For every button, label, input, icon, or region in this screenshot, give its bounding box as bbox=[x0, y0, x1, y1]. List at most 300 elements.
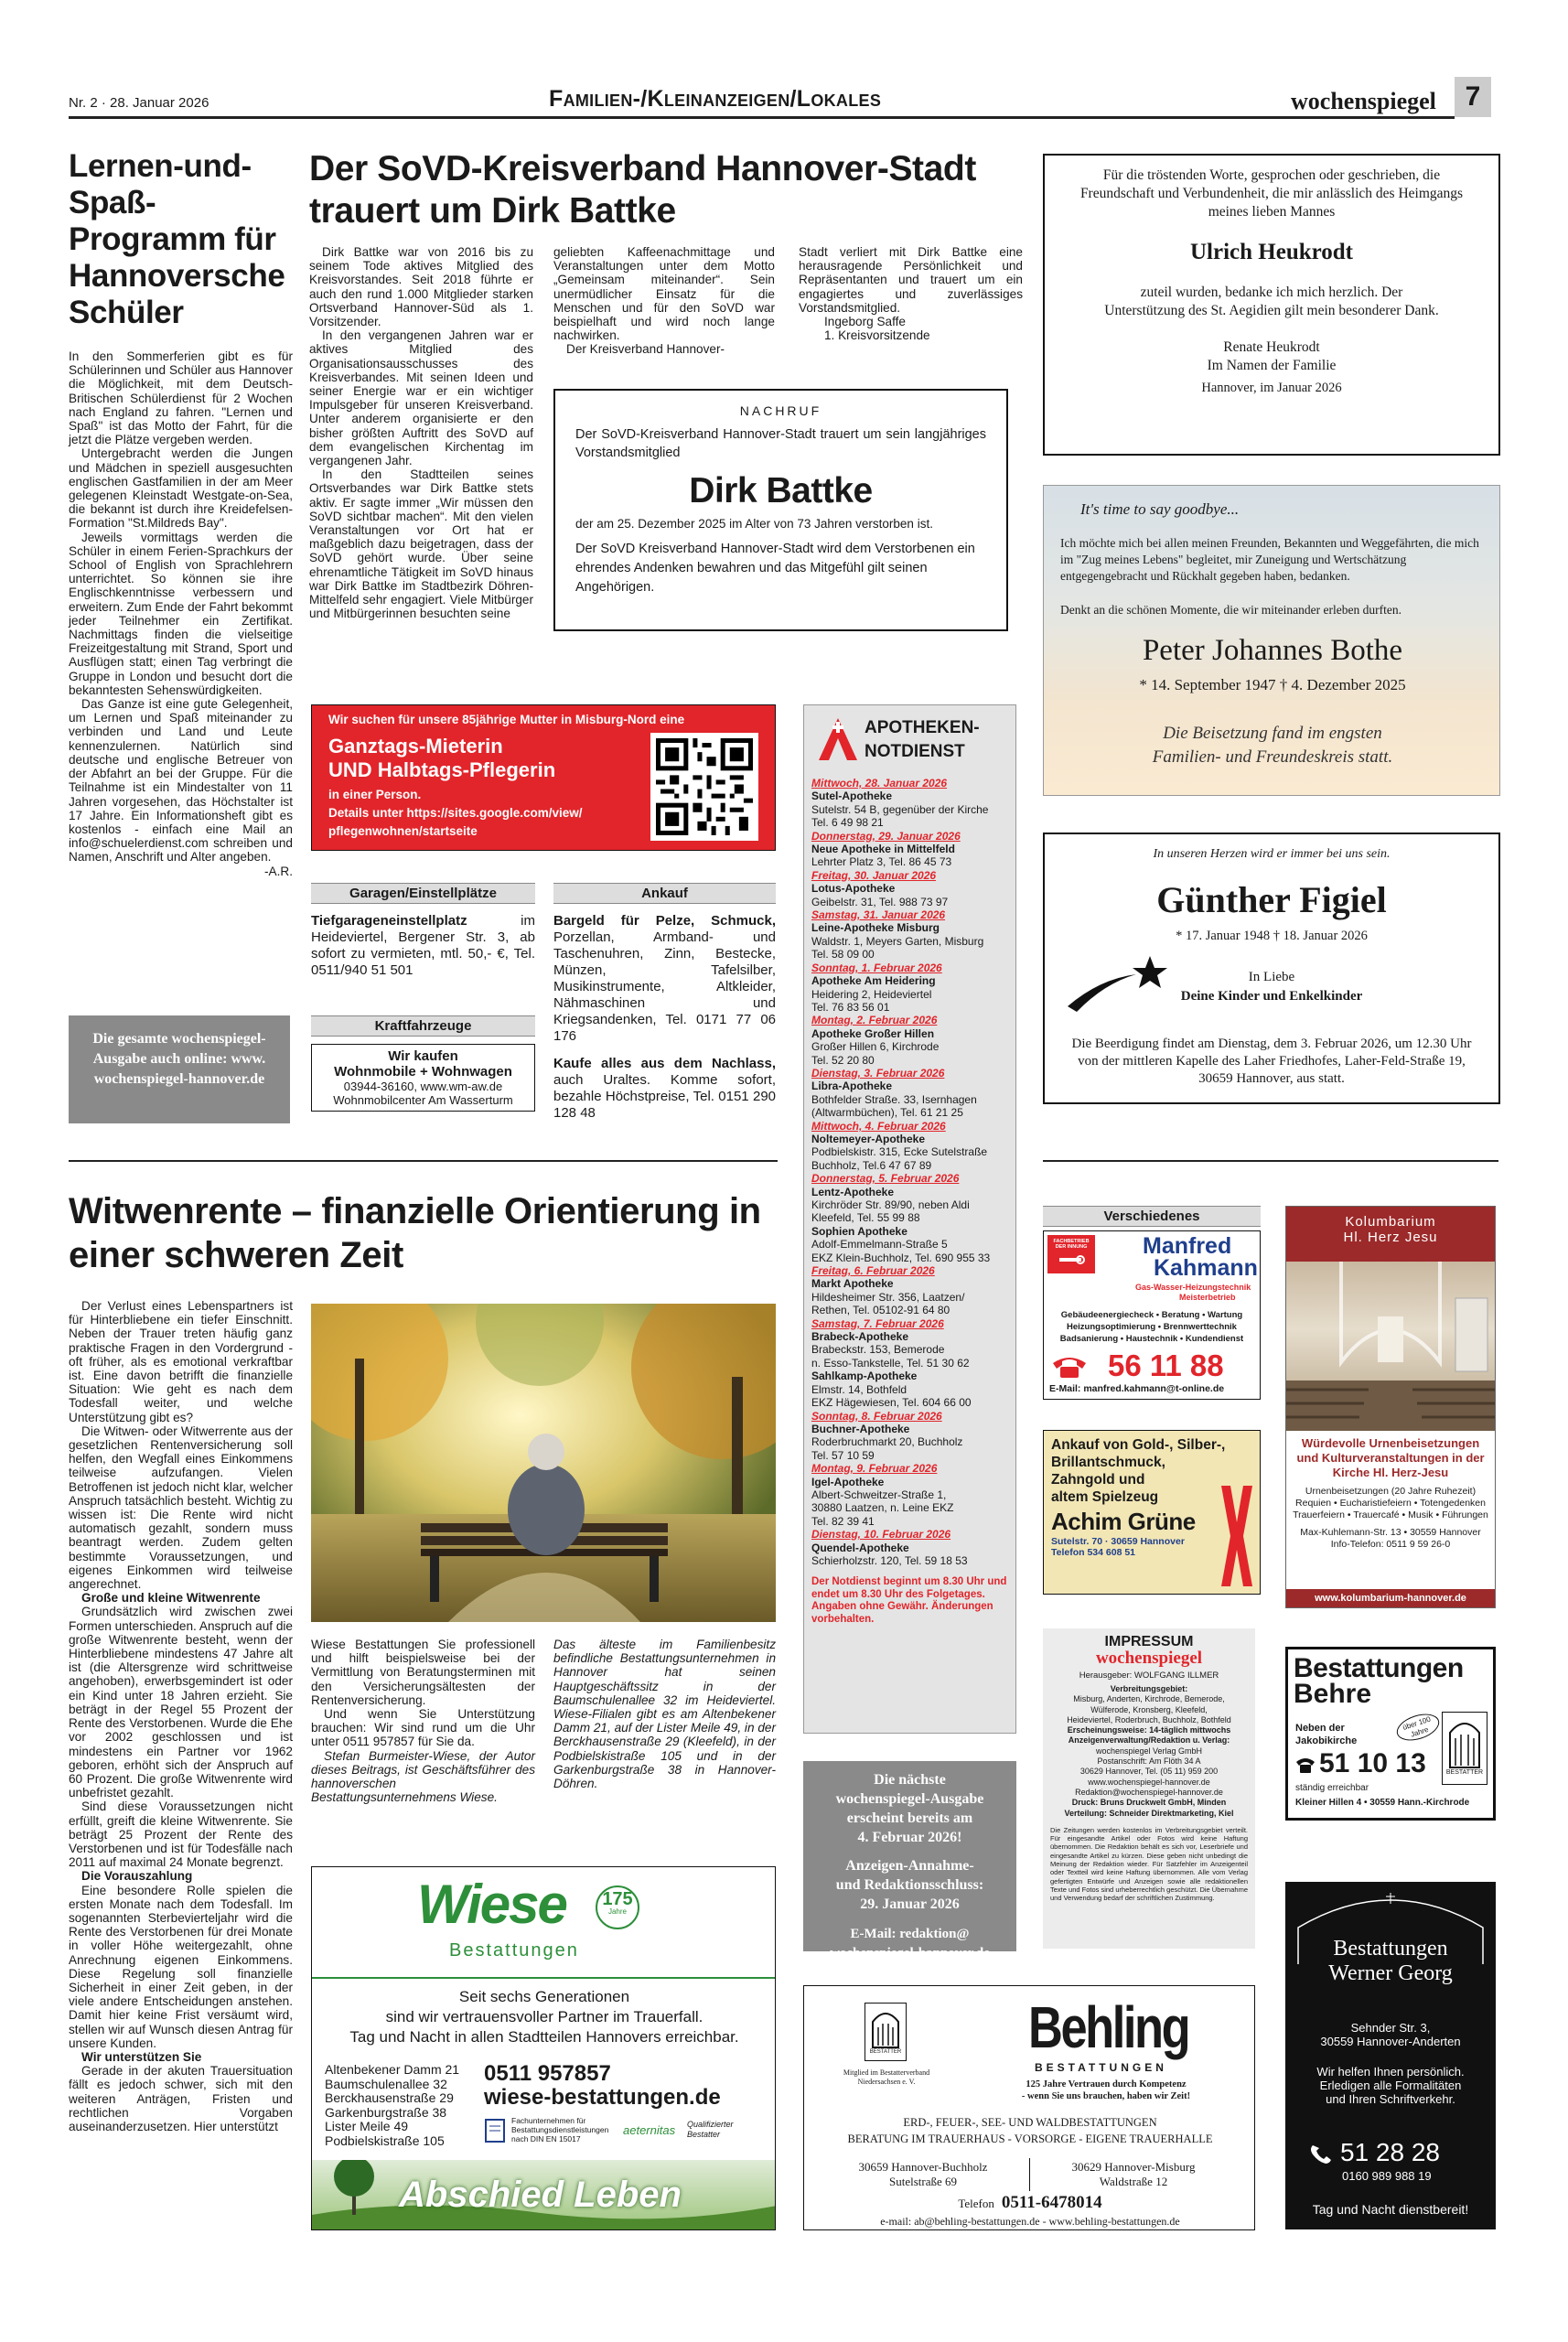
paragraph: Und wenn Sie Unterstützung brauchen: Wir sind rund um die Uhr unter 0511 957857 für Sie da. bbox=[311, 1707, 535, 1749]
impressum-line: Heideviertel, Roderbruch, Buchholz, Bothfeld bbox=[1067, 1714, 1231, 1724]
apotheke-name: Libra-Apotheke bbox=[811, 1080, 893, 1093]
kolumbarium-url[interactable]: www.kolumbarium-hannover.de bbox=[1286, 1589, 1495, 1607]
heukrodt-sign1: Renate Heukrodt bbox=[1223, 339, 1320, 355]
apotheke-entry bbox=[811, 962, 1008, 1015]
georg-text3: und Ihren Schriftverkehr. bbox=[1326, 2092, 1455, 2106]
apotheke-date: Montag, 9. Februar 2026 bbox=[811, 1462, 938, 1476]
garagen-text: im Heideviertel, Bergener Str. 3, ab sofort zu vermieten, mtl. 50,- €, Tel. 0511/940 51 501 bbox=[311, 913, 535, 978]
behre-since: über 100 Jahre bbox=[1393, 1709, 1443, 1746]
kolumbarium-title1: Kolumbarium bbox=[1345, 1214, 1436, 1230]
behre-reach: ständig erreichbar bbox=[1295, 1783, 1369, 1793]
impressum-line: Redaktion@wochenspiegel-hannover.de bbox=[1075, 1787, 1223, 1797]
wrench-icon bbox=[1058, 1252, 1085, 1268]
apotheke-name: Apotheke Am Heidering bbox=[811, 974, 936, 988]
apotheke-address: Elmstr. 14, Bothfeld bbox=[811, 1382, 908, 1396]
wiese-t1: Seit sechs Generationen bbox=[458, 1988, 630, 2005]
sovd-col3 bbox=[799, 245, 1023, 342]
behling-phone[interactable]: 0511-6478014 bbox=[1001, 2193, 1102, 2212]
nachruf-text: Der SoVD Kreisverband Hannover-Stadt wird dem Verstorbenen ein ehrendes Andenken bewahren und das Mitgefühl gilt seinen Angehörigen. bbox=[575, 542, 975, 595]
wiese-ad bbox=[311, 1866, 776, 2230]
apotheke-name: Brabeck-Apotheke bbox=[811, 1330, 909, 1344]
witwe-col3 bbox=[553, 1638, 776, 1790]
georg-phone[interactable]: 51 28 28 bbox=[1340, 2138, 1440, 2166]
apotheke-date: Montag, 2. Februar 2026 bbox=[811, 1014, 938, 1027]
apotheke-name: Lotus-Apotheke bbox=[811, 882, 896, 896]
apotheken-header bbox=[811, 711, 1008, 777]
wiese-footer bbox=[312, 2160, 776, 2230]
apotheke-date: Freitag, 30. Januar 2026 bbox=[811, 868, 937, 882]
wiese-jahre: Jahre bbox=[607, 1907, 627, 1916]
apotheke-date: Samstag, 7. Februar 2026 bbox=[811, 1316, 944, 1330]
apotheke-entry bbox=[811, 1264, 1008, 1317]
apotheke-name: Sutel-Apotheke bbox=[811, 790, 893, 803]
apotheke-entry bbox=[811, 1067, 1008, 1120]
apotheke-entry bbox=[811, 777, 1008, 830]
apotheke-name: Quendel-Apotheke bbox=[811, 1541, 909, 1554]
georg-title2: Werner Georg bbox=[1328, 1961, 1453, 1985]
next-issue-box bbox=[803, 1761, 1016, 1961]
apotheke-address: Tel. 58 09 00 bbox=[811, 948, 875, 962]
apotheke-address: Tel. 76 83 56 01 bbox=[811, 1000, 890, 1014]
kahmann-badge bbox=[1047, 1235, 1095, 1273]
impressum-line: wochenspiegel Verlag GmbH bbox=[1095, 1746, 1203, 1756]
behre-neben1: Neben der bbox=[1295, 1723, 1345, 1734]
apotheken-note: Der Notdienst beginnt um 8.30 Uhr und endet um 8.30 Uhr des Folgetages. Angaben ohne Gewähr. Änderungen vorbehalten. bbox=[811, 1576, 1007, 1625]
impressum-note: Die Zeitungen werden kostenlos im Verbreitungsgebiet verteilt. Für eingesandte Artikel oder Fotos wird keine Haftung übernommen. Die Redaktion behält es sich vor, Leserbriefe und eingesandte Artikel zu kürzen. Diese geben nicht unbedingt die Meinung der Redaktion wieder. Für Satzfehler im Anzeigenteil oder Textteil wird keine Haftung übernommen. Alle vom Verlag gefertigten Entwürfe und Anzeigen sowie alle redaktionellen Texte und Fotos sind urheberrechtlich geschützt. Die Übernahme und Verwendung bedarf der schriftlichen Zustimmung. bbox=[1050, 1825, 1248, 1903]
kahmann-badge-text: FACHBETRIEB DER INNUNG bbox=[1053, 1239, 1090, 1250]
wiese-address: Lister Meile 49 bbox=[325, 2119, 409, 2133]
section-rule-right bbox=[1043, 1160, 1498, 1162]
job-line5[interactable]: Details unter https://sites.google.com/view/ bbox=[328, 806, 583, 820]
impressum-line: Wülferode, Kronsberg, Kleefeld, bbox=[1090, 1704, 1208, 1714]
apotheke-entry bbox=[811, 830, 1008, 869]
figiel-motto: In unseren Herzen wird er immer bei uns sein. bbox=[1153, 847, 1391, 861]
paragraph: Gerade in der akuten Trauersituation fällt es jedoch schwer, sich mit den weiteren Anträgen, Fristen und rechtlichen Vorgaben auseinanderzusetzen. Hier unterstützt bbox=[69, 2064, 293, 2133]
job-line1: Wir suchen für unsere 85jährige Mutter in Misburg-Nord eine bbox=[328, 713, 685, 726]
wiese-years-badge bbox=[596, 1885, 639, 1929]
georg-ad bbox=[1285, 1882, 1496, 2229]
achim-l1: Ankauf von Gold-, Silber-, bbox=[1051, 1437, 1226, 1453]
apotheke-entry bbox=[811, 1120, 1008, 1173]
figiel-dates: * 17. Januar 1948 † 18. Januar 2026 bbox=[1176, 929, 1368, 943]
figiel-burial: Die Beerdigung findet am Dienstag, dem 3. Februar 2026, um 12.30 Uhr von der mittleren Kapelle des Laher Friedhofes, Laher-Feld-Straße 19, 30659 Hannover, aus statt. bbox=[1071, 1037, 1472, 1086]
page-number: 7 bbox=[1455, 77, 1491, 117]
apotheke-entry bbox=[811, 1410, 1008, 1463]
next-l4: 4. Februar 2026! bbox=[857, 1830, 962, 1845]
behling-l2: BERATUNG IM TRAUERHAUS - VORSORGE - EIGENE TRAUERHALLE bbox=[847, 2133, 1213, 2145]
phone-icon bbox=[1309, 2143, 1333, 2165]
online-text: Die gesamte wochenspiegel-Ausgabe auch online: www. wochenspiegel-hannover.de bbox=[92, 1031, 266, 1087]
kolumbarium-header bbox=[1286, 1207, 1495, 1262]
paragraph: Wiese Bestattungen Sie professionell und hilft beispielsweise bei der Vermittlung von Beratungsterminen mit den Versicherungsältesten der Rentenversicherung. bbox=[311, 1638, 535, 1707]
apotheke-name: Apotheke Großer Hillen bbox=[811, 1026, 935, 1040]
apotheke-address: Großer Hillen 6, Kirchrode bbox=[811, 1040, 940, 1054]
behling-badge bbox=[865, 2003, 907, 2061]
phone-icon bbox=[1051, 1354, 1088, 1380]
job-line2: Ganztags-Mieterin bbox=[328, 735, 503, 757]
apotheke-name: Noltemeyer-Apotheke bbox=[811, 1132, 926, 1145]
classified-garagen bbox=[311, 883, 535, 979]
apotheke-date: Freitag, 6. Februar 2026 bbox=[811, 1264, 935, 1278]
figiel-inliebe: In Liebe bbox=[1248, 970, 1295, 984]
wiese-qual: Qualifizierter Bestatter bbox=[687, 2120, 734, 2139]
apotheke-address: 30880 Laatzen, n. Leine EKZ bbox=[811, 1501, 954, 1515]
author: -A.R. bbox=[264, 864, 293, 878]
classified-ankauf-head: Ankauf bbox=[553, 883, 776, 904]
online-box bbox=[69, 1015, 290, 1123]
georg-addr1: Sehnder Str. 3, bbox=[1350, 2021, 1431, 2035]
wiese-sub: Bestattungen bbox=[449, 1940, 579, 1961]
wiese-aeternitas: aeternitas bbox=[623, 2123, 676, 2137]
certificate-icon bbox=[484, 2118, 506, 2143]
impressum-line: Verteilung: Schneider Direktmarketing, Kiel bbox=[1064, 1808, 1234, 1818]
apotheke-address: Sutelstr. 54 B, gegenüber der Kirche bbox=[811, 802, 989, 816]
bestatter-emblem-icon bbox=[1443, 1713, 1487, 1769]
bothe-dates: * 14. September 1947 † 4. Dezember 2025 bbox=[1139, 676, 1406, 693]
behre-neben2: Jakobikirche bbox=[1295, 1735, 1358, 1746]
phone-icon bbox=[1295, 1756, 1316, 1774]
behre-addr: Kleiner Hillen 4 • 30559 Hann.-Kirchrode bbox=[1295, 1798, 1470, 1808]
figiel-name: Günther Figiel bbox=[1156, 879, 1387, 920]
apotheke-entry bbox=[811, 1172, 1008, 1225]
section-rule bbox=[69, 1160, 778, 1162]
apotheke-date: Dienstag, 10. Februar 2026 bbox=[811, 1528, 951, 1542]
paragraph: Dirk Battke war von 2016 bis zu seinem Tode aktives Mitglied des Kreisvorstandes. Seit 2018 führte er auch den rund 1.000 Mitglieder starken Ortsverband Hannover-Süd als 1. Vorsitzender. bbox=[309, 245, 533, 329]
apotheke-address: Adolf-Emmelmann-Straße 5 bbox=[811, 1238, 948, 1252]
section-title: Familien-/Kleinanzeigen/Lokales bbox=[549, 86, 882, 112]
brand: wochenspiegel bbox=[1291, 88, 1436, 114]
behre-title1: Bestattungen bbox=[1294, 1653, 1464, 1683]
signature: Ingeborg Saffe bbox=[824, 315, 906, 329]
subhead: Die Vorauszahlung bbox=[81, 1869, 193, 1884]
heukrodt-sign2: Im Namen der Familie bbox=[1207, 358, 1337, 373]
apotheke-address: Albert-Schweitzer-Straße 1, bbox=[811, 1488, 947, 1501]
apotheke-address: Geibelstr. 31, Tel. 988 73 97 bbox=[811, 895, 949, 908]
apotheke-address: Roderbruchmarkt 20, Buchholz bbox=[811, 1435, 963, 1449]
paragraph: Das Ganze ist eine gute Gelegenheit, um Lernen und Spaß miteinander zu verbinden und Land und Leute kennenzulernen. Natürlich sind deutsche und englische Betreuer von der Abfahrt an bei der Gruppe. Für die Teilnahme ist ein Mindestalter von 11 Jahren vorgesehen, das Höchstalter ist 17 Jahre. Ein Informationsheft gibt es kostenlos - einfach eine Mail an info@schuelerdienst.com schreiben und Namen, Anschrift und Alter angeben. bbox=[69, 697, 293, 865]
impressum bbox=[1043, 1628, 1255, 1949]
classified-garagen-body bbox=[311, 913, 535, 979]
achim-tel: Telefon 534 608 51 bbox=[1051, 1547, 1136, 1558]
apotheke-name: Sophien Apotheke bbox=[811, 1224, 908, 1238]
behling-tel-label: Telefon bbox=[958, 2197, 994, 2210]
classified-kfz-box bbox=[311, 1044, 535, 1112]
next-l9: wochenspiegel-hannover.de bbox=[830, 1946, 990, 1961]
figiel-family: Deine Kinder und Enkelkinder bbox=[1180, 989, 1363, 1004]
behling-a4: Waldstraße 12 bbox=[1099, 2175, 1168, 2188]
x-mark-icon bbox=[1218, 1486, 1256, 1586]
kolumbarium-info bbox=[1286, 1486, 1495, 1551]
ankauf-item1-bold: Bargeld für Pelze, Schmuck, bbox=[553, 913, 776, 929]
nachruf-box bbox=[553, 389, 1008, 631]
paragraph: In den Stadtteilen seines Ortsverbandes war Dirk Battke stets aktiv. Er sagte immer „Wir müssen den SoVD sichtbar machen“. Mit den vielen Veranstaltungen vor Ort hat er maßgeblich dazu beigetragen, dass der SoVD gehört wurde. Über seine ehrenamtliche Tätigkeit im SoVD hinaus war Dirk Battke im Stadtbezirk Döhren-Mittelfeld sehr engagiert. Viele Mitbürger und Mitbürgerinnen besuchten seine bbox=[309, 467, 533, 621]
church-interior-icon bbox=[1286, 1262, 1495, 1431]
apotheken-notdienst bbox=[803, 704, 1016, 1734]
behling-member: Mitglied im Bestatterverband Niedersachsen e. V. bbox=[843, 2068, 930, 2086]
bothe-closing: Die Beisetzung fand im engsten Familien- und Freundeskreis statt. bbox=[1152, 724, 1393, 767]
apotheke-name: Leine-Apotheke Misburg bbox=[811, 921, 940, 935]
article-sovd-title: Der SoVD-Kreisverband Hannover-Stadt trauert um Dirk Battke bbox=[309, 149, 976, 231]
wiese-t2: sind wir vertrauensvoller Partner im Trauerfall. bbox=[385, 2008, 703, 2025]
apotheke-address: Rethen, Tel. 05102-91 64 80 bbox=[811, 1304, 950, 1317]
georg-text2: Erledigen alle Formalitäten bbox=[1319, 2079, 1462, 2092]
impressum-line: Misburg, Anderten, Kirchrode, Bemerode, bbox=[1073, 1694, 1225, 1704]
classified-garagen-head: Garagen/Einstellplätze bbox=[311, 883, 535, 904]
wiese-phone[interactable]: 0511 957857 bbox=[484, 2061, 611, 2086]
nachruf-intro: Der SoVD-Kreisverband Hannover-Stadt trauert um sein langjähriges Vorstandsmitglied bbox=[575, 427, 986, 460]
apotheke-address: Heidering 2, Heideviertel bbox=[811, 987, 932, 1001]
wiese-address: Berckhausenstraße 29 bbox=[325, 2090, 454, 2105]
heukrodt-place: Hannover, im Januar 2026 bbox=[1201, 381, 1342, 395]
behling-a1: 30659 Hannover-Buchholz bbox=[858, 2160, 988, 2174]
kahmann-name2: Kahmann bbox=[1154, 1255, 1258, 1281]
behre-title2: Behre bbox=[1294, 1679, 1372, 1709]
article-schueler bbox=[69, 148, 293, 878]
apotheke-entry bbox=[811, 1462, 1008, 1515]
apotheke-address: Podbielskistr. 315, Ecke Sutelstraße bbox=[811, 1145, 988, 1159]
kfz-line2: Wohnmobile + Wohnwagen bbox=[334, 1064, 512, 1080]
achim-l2: Brillantschmuck, bbox=[1051, 1455, 1165, 1470]
qr-code-icon bbox=[656, 738, 753, 835]
apotheke-address: Tel. 6 49 98 21 bbox=[811, 816, 884, 830]
apotheke-entry bbox=[811, 1515, 1008, 1528]
paragraph: Eine besondere Rolle spielen die ersten Monate nach dem Todesfall. Im sogenannten Sterbevierteljahr wird die Rente des Verstorbenen für drei Monate in voller Höhe weitergezahlt, ohne Anrechnung eigenen Einkommens. Diese Regelung soll finanzielle Sicherheit in einer Zeit geben, in der viele andere Entscheidungen anstehen. Damit hier keine Frist versäumt wird, stellen wir auf Wunsch diesen Antrag für unsere Kunden. bbox=[69, 1883, 293, 2050]
next-l6: und Redaktionsschluss: bbox=[835, 1877, 984, 1893]
apotheken-list bbox=[811, 777, 1008, 1567]
classified-kfz-head: Kraftfahrzeuge bbox=[311, 1015, 535, 1037]
impressum-brand: wochenspiegel bbox=[1095, 1649, 1203, 1668]
kahmann-phone[interactable]: 56 11 88 bbox=[1108, 1348, 1224, 1382]
wiese-address: Podbielskistraße 105 bbox=[325, 2133, 445, 2148]
impressum-line: Postanschrift: Am Flöth 34 A bbox=[1097, 1756, 1201, 1767]
behling-phone-line bbox=[804, 2193, 1256, 2213]
apotheke-address: Tel. 82 39 41 bbox=[811, 1514, 875, 1528]
paragraph: Der Verlust eines Lebenspartners ist für Hinterbliebene ein tiefer Einschnitt. Neben der Trauer treten häufig ganz praktische Fragen in den Vordergrund - oft früher, als es emotional verkraftbar ist. Eine davon betrifft die finanzielle Situation: Wie geht es nach dem Todesfall weiter, und welche Unterstützung gibt es? bbox=[69, 1299, 293, 1424]
behling-logo: Behling bbox=[1028, 1994, 1189, 2060]
next-l3: erscheint bereits am bbox=[846, 1810, 973, 1826]
impressum-line: www.wochenspiegel-hannover.de bbox=[1088, 1777, 1210, 1787]
heukrodt-text: zuteil wurden, bedanke ich mich herzlich. Der Unterstützung des St. Aegidien gilt mein besonderer Dank. bbox=[1104, 285, 1439, 318]
next-l2: wochenspiegel-Ausgabe bbox=[835, 1791, 984, 1807]
georg-mobile[interactable]: 0160 989 988 19 bbox=[1342, 2169, 1432, 2183]
paragraph: Untergebracht werden die Jungen und Mädchen in speziell ausgesuchten englischen Gastfamilien in der am Meer gelegenen Kleinstadt Westgate-on-Sea, die bekannt ist durch ihre Kreidefelsen-Formation "St.Mildreds Bay". bbox=[69, 446, 293, 531]
bothe-text1: Ich möchte mich bei allen meinen Freunden, Bekannten und Weggefährten, die mich im "Zug meines Lebens" begleitet, mir Zuneigung und Wertschätzung entgegengebracht und Rückhalt gegeben haben, bedanken. bbox=[1060, 536, 1479, 583]
impressum-title: IMPRESSUM bbox=[1104, 1634, 1194, 1649]
impressum-line: Verbreitungsgebiet: bbox=[1110, 1684, 1188, 1693]
article-schueler-body bbox=[69, 349, 293, 878]
impressum-line: Anzeigenverwaltung/Redaktion u. Verlag: bbox=[1068, 1735, 1230, 1746]
kolumbarium-l1: Urnenbeisetzungen (20 Jahre Ruhezeit) bbox=[1305, 1486, 1477, 1497]
kfz-line4: Wohnmobilcenter Am Wasserturm bbox=[333, 1093, 513, 1107]
bothe-headline: It's time to say goodbye... bbox=[1080, 500, 1240, 518]
wiese-address: Altenbekener Damm 21 bbox=[325, 2062, 460, 2077]
apotheke-address: Tel. 52 20 80 bbox=[811, 1053, 875, 1067]
page-header bbox=[69, 81, 1514, 117]
apotheke-date: Sonntag, 1. Februar 2026 bbox=[811, 961, 942, 974]
behling-l1: ERD-, FEUER-, SEE- UND WALDBESTATTUNGEN bbox=[903, 2116, 1157, 2129]
behre-phone[interactable]: 51 10 13 bbox=[1319, 1748, 1426, 1778]
kolumbarium-l5: Info-Telefon: 0511 9 59 26-0 bbox=[1330, 1539, 1451, 1550]
next-l5: Anzeigen-Annahme- bbox=[845, 1858, 974, 1874]
impressum-line: Druck: Bruns Druckwelt GmbH, Minden bbox=[1071, 1798, 1227, 1808]
achim-l4: altem Spielzeug bbox=[1051, 1489, 1159, 1505]
achim-name: Achim Grüne bbox=[1051, 1508, 1196, 1535]
apotheke-address: Schierholzstr. 120, Tel. 59 18 53 bbox=[811, 1553, 968, 1567]
ankauf-item1-text: Porzellan, Armband- und Taschenuhren, Zinn, Bestecke, Münzen, Tafelsilber, Musikinstrumente, Altkleider, Nähmaschinen und Kriegsandenken, Tel. 0171 77 06 176 bbox=[553, 929, 776, 1044]
next-l7: 29. Januar 2026 bbox=[860, 1896, 960, 1912]
bothe-ad bbox=[1043, 485, 1500, 796]
sovd-col1 bbox=[309, 245, 533, 620]
apotheke-date: Donnerstag, 29. Januar 2026 bbox=[811, 829, 961, 843]
behling-tag2: - wenn Sie uns brauchen, haben wir Zeit! bbox=[1021, 2091, 1191, 2101]
apotheke-name: Buchner-Apotheke bbox=[811, 1422, 910, 1435]
pharmacy-icon bbox=[817, 716, 859, 762]
apotheke-address: Kleefeld, Tel. 55 99 88 bbox=[811, 1211, 920, 1225]
kahmann-line2: Heizungsoptimierung • Brennwerttechnik bbox=[1067, 1322, 1237, 1332]
figiel-ad bbox=[1043, 833, 1500, 1104]
apotheke-name: Igel-Apotheke bbox=[811, 1475, 885, 1488]
paragraph: Stefan Burmeister-Wiese, der Autor dieses Beitrags, ist Geschäftsführer des hannoverschen Bestattungsunternehmens Wiese. bbox=[311, 1748, 535, 1805]
wiese-addresses bbox=[325, 2063, 459, 2148]
apotheke-address: EKZ Klein-Buchholz, Tel. 690 955 33 bbox=[811, 1251, 991, 1264]
georg-title1: Bestattungen bbox=[1333, 1937, 1448, 1961]
article-schueler-title: Lernen-und-Spaß-Programm für Hannoversche Schüler bbox=[69, 148, 285, 330]
impressum-line: Erscheinungsweise: 14-täglich mittwochs bbox=[1067, 1725, 1231, 1735]
kolumbarium-ad bbox=[1285, 1206, 1496, 1608]
classified-kfz bbox=[311, 1015, 535, 1112]
kfz-line1: Wir kaufen bbox=[388, 1048, 458, 1064]
georg-footer: Tag und Nacht dienstbereit! bbox=[1312, 2202, 1469, 2217]
apotheke-date: Donnerstag, 5. Februar 2026 bbox=[811, 1172, 960, 1186]
subhead: Große und kleine Witwenrente bbox=[81, 1591, 261, 1606]
apotheke-entry bbox=[811, 908, 1008, 962]
apotheken-title1: APOTHEKEN- bbox=[865, 718, 980, 737]
behling-a2: Sutelstraße 69 bbox=[888, 2175, 957, 2188]
apotheke-entry bbox=[811, 1317, 1008, 1370]
bestatter-emblem-icon bbox=[865, 2004, 906, 2049]
apotheke-entry bbox=[811, 1528, 1008, 1567]
apotheke-address: Brabeckstr. 153, Bemerode bbox=[811, 1343, 945, 1357]
achim-l3: Zahngold und bbox=[1051, 1472, 1145, 1488]
impressum-lines bbox=[1050, 1684, 1248, 1819]
garagen-title: Tiefgarageneinstellplatz bbox=[311, 913, 467, 929]
wiese-logo: Wiese bbox=[417, 1874, 566, 1935]
paragraph: In den Sommerferien gibt es für Schülerinnen und Schüler aus Hannover die Möglichkeit, mit dem Deutsch-Britischen Schülerdienst für 2 Wochen nach England zu fahren. "Lernen und Spaß" ist das Motto der Fahrt, für die jetzt die Plätze vergeben werden. bbox=[69, 349, 293, 447]
article-witwe bbox=[69, 1189, 778, 1277]
header-rule bbox=[69, 116, 1455, 119]
shooting-star-icon bbox=[1063, 951, 1173, 1015]
wiese-address: Garkenburgstraße 38 bbox=[325, 2104, 447, 2120]
heukrodt-name: Ulrich Heukrodt bbox=[1189, 240, 1353, 264]
achim-addr: Sutelstr. 70 · 30659 Hannover bbox=[1051, 1536, 1185, 1547]
article-sovd bbox=[309, 148, 1023, 232]
apotheke-name: Lentz-Apotheke bbox=[811, 1185, 894, 1198]
apotheke-date: Samstag, 31. Januar 2026 bbox=[811, 908, 946, 922]
apotheke-entry bbox=[811, 869, 1008, 908]
kahmann-email[interactable]: E-Mail: manfred.kahmann@t-online.de bbox=[1049, 1383, 1225, 1394]
bothe-name: Peter Johannes Bothe bbox=[1142, 634, 1403, 667]
paragraph: Der Kreisverband Hannover- bbox=[566, 342, 725, 357]
kfz-line3: 03944-36160, www.wm-aw.de bbox=[343, 1080, 503, 1093]
kahmann-name1: Manfred bbox=[1143, 1233, 1232, 1259]
paragraph: Jeweils vormittags werden die Schüler in einem Ferien-Sprachkurs der School of English von Sprachlehrern unterrichtet. So können sie ihre Englischkenntnisse verbessern und erweitern. Zum Ende der Fahrt bekommt jeder Teilnehmer ein Zertifikat. Nachmittags finden die vielseitige Freizeitgestaltung mit Strand, Sport und Ausflügen statt; einen Tag verbringt die Gruppe in London und besucht dort die bekanntesten Sehenswürdigkeiten. bbox=[69, 530, 293, 697]
bothe-text2: Denkt an die schönen Momente, die wir miteinander erleben durften. bbox=[1060, 603, 1402, 617]
wiese-web[interactable]: wiese-bestattungen.de bbox=[484, 2085, 721, 2110]
kahmann-line1: Gebäudeenergiecheck • Beratung • Wartung bbox=[1060, 1310, 1243, 1320]
behre-ad bbox=[1285, 1647, 1496, 1821]
behre-badge-text: BESTATTER bbox=[1445, 1769, 1484, 1776]
ankauf-item2 bbox=[553, 1056, 776, 1122]
job-ad bbox=[311, 704, 776, 851]
kolumbarium-head: Würdevolle Urnenbeisetzungen und Kulturveranstaltungen in der Kirche Hl. Herz-Jesu bbox=[1296, 1436, 1485, 1479]
apotheke-date: Sonntag, 8. Februar 2026 bbox=[811, 1409, 942, 1423]
ankauf-item1 bbox=[553, 913, 776, 1045]
paragraph: Grundsätzlich wird zwischen zwei Formen unterschieden. Anspruch auf die große Witwenrente besteht, wenn der Hinterbliebene mindestens 47 Jahre alt ist (die Altersgrenze wird schrittweise angehoben), erwerbsgemindert ist oder ein Kind unter 18 Jahren erzieht. Sie beträgt in der Regel 55 Prozent der Rente des Verstorbenen. Wurde die Ehe vor 2002 geschlossen und ist mindestens ein Partner vor 1962 geboren, erhöht sich der Anspruch auf 60 Prozent. Die große Witwenrente wird unbefristet gezahlt. bbox=[69, 1605, 293, 1800]
wiese-slogan: Abschied Leben bbox=[399, 2175, 682, 2215]
classified-ankauf bbox=[553, 883, 776, 1122]
kahmann-sub1: Gas-Wasser-Heizungstechnik bbox=[1135, 1283, 1251, 1292]
issue-date: Nr. 2 · 28. Januar 2026 bbox=[69, 95, 209, 111]
apotheke-address: Buchholz, Tel.6 47 67 89 bbox=[811, 1158, 932, 1172]
apotheke-date: Mittwoch, 28. Januar 2026 bbox=[811, 777, 948, 790]
paragraph: Sind diese Voraussetzungen nicht erfüllt, greift die kleine Witwenrente. Sie beträgt 25 Prozent der Rente des Verstorbenen und ist für Todesfälle nach 2011 auf maximal 24 Monate begrenzt. bbox=[69, 1799, 293, 1870]
apotheke-address: EKZ Hägewiesen, Tel. 604 66 00 bbox=[811, 1396, 972, 1410]
behling-email[interactable]: e-mail: ab@behling-bestattungen.de - www.behling-bestattungen.de bbox=[880, 2215, 1180, 2228]
kahmann-line3: Badsanierung • Haustechnik • Kundendienst bbox=[1059, 1334, 1244, 1344]
widow-on-bench-image bbox=[311, 1304, 776, 1622]
apotheke-address: Tel. 57 10 59 bbox=[811, 1448, 875, 1462]
heukrodt-intro: Für die tröstenden Worte, gesprochen oder geschrieben, die Freundschaft und Verbundenheit, die mir anlässlich des Heimgangs meines lieben Mannes bbox=[1079, 167, 1464, 220]
paragraph: Das älteste im Familienbesitz befindliche Bestattungsunternehmen in Hannover hat seinen Hauptgeschäftssitz in der Baumschulenallee 32 im Heideviertel. Wiese-Filialen gibt es am Altenbekener Damm 21, auf der Lister Meile 49, in der Berckhausenstraße 29 (Kleefeld), in der Podbielskistraße 105 und in der Garkenburgstraße 38 in Hannover-Döhren. bbox=[553, 1638, 776, 1791]
signature-role: 1. Kreisvorsitzende bbox=[824, 328, 930, 343]
apotheken-title2: NOTDIENST bbox=[865, 742, 965, 761]
impressum-publisher: Herausgeber: WOLFGANG ILLMER bbox=[1079, 1671, 1219, 1681]
apotheke-address: Lehrter Platz 3, Tel. 86 45 73 bbox=[811, 855, 952, 869]
impressum-line: 30629 Hannover, Tel. (05 11) 959 200 bbox=[1079, 1767, 1219, 1777]
nachruf-dates: der am 25. Dezember 2025 im Alter von 73 Jahren verstorben ist. bbox=[575, 517, 933, 531]
article-witwe-title: Witwenrente – finanzielle Orientierung in einer schweren Zeit bbox=[69, 1191, 761, 1275]
heukrodt-ad bbox=[1043, 154, 1500, 456]
ankauf-item2-bold: Kaufe alles aus dem Nachlass, bbox=[553, 1056, 776, 1071]
behling-sub: BESTATTUNGEN bbox=[1035, 2061, 1167, 2074]
qr-code[interactable] bbox=[650, 733, 758, 841]
apotheke-name: Neue Apotheke in Mittelfeld bbox=[811, 843, 955, 856]
kahmann-ad bbox=[1043, 1230, 1261, 1400]
ankauf-item2-text: auch Uraltes. Komme sofort, bezahle Höchstpreise, Tel. 0151 290 128 48 bbox=[553, 1072, 776, 1121]
paragraph: Stadt verliert mit Dirk Battke eine herausragende Persönlichkeit und Repräsentanten und trauert um ein engagiertes und zuverlässiges Vorstandsmitglied. bbox=[799, 245, 1023, 315]
job-line6[interactable]: pflegenwohnen/startseite bbox=[328, 824, 478, 838]
apotheke-entry bbox=[811, 1225, 1008, 1264]
kolumbarium-l3: Trauerfeiern • Trauercafé • Musik • Führungen bbox=[1293, 1509, 1488, 1520]
wiese-rule bbox=[312, 1977, 776, 1979]
verschiedenes-head: Verschiedenes bbox=[1043, 1206, 1261, 1227]
kahmann-sub2: Meisterbetrieb bbox=[1179, 1293, 1236, 1302]
georg-text1: Wir helfen Ihnen persönlich. bbox=[1316, 2065, 1465, 2079]
paragraph: Die Witwen- oder Witwerrente aus der gesetzlichen Rentenversicherung soll helfen, den Wegfall eines Einkommens teilweise aufzufangen. Vielen Betroffenen ist jedoch nicht klar, welcher Anspruch tatsächlich besteht. Wichtig zu wissen ist: Die Rente wird nicht automatisch gezahlt, sondern muss beantragt werden. Zudem gelten bestimmte Voraussetzungen, und eigenes Einkommen wird teilweise angerechnet. bbox=[69, 1423, 293, 1592]
apotheke-name: Markt Apotheke bbox=[811, 1277, 894, 1291]
georg-addr2: 30559 Hannover-Anderten bbox=[1320, 2035, 1461, 2048]
apotheke-address: n. Esso-Tankstelle, Tel. 51 30 62 bbox=[811, 1356, 970, 1370]
witwe-col1 bbox=[69, 1299, 293, 2133]
wiese-years: 175 bbox=[602, 1889, 633, 1909]
arch-frame-icon bbox=[1296, 1891, 1485, 1964]
kahmann-services bbox=[1044, 1309, 1260, 1345]
behling-divider bbox=[1029, 2158, 1030, 2191]
wiese-address: Baumschulenallee 32 bbox=[325, 2076, 447, 2091]
subhead: Wir unterstützen Sie bbox=[81, 2049, 202, 2064]
widow-park-photo bbox=[311, 1304, 776, 1622]
nachruf-label: NACHRUF bbox=[739, 403, 822, 418]
